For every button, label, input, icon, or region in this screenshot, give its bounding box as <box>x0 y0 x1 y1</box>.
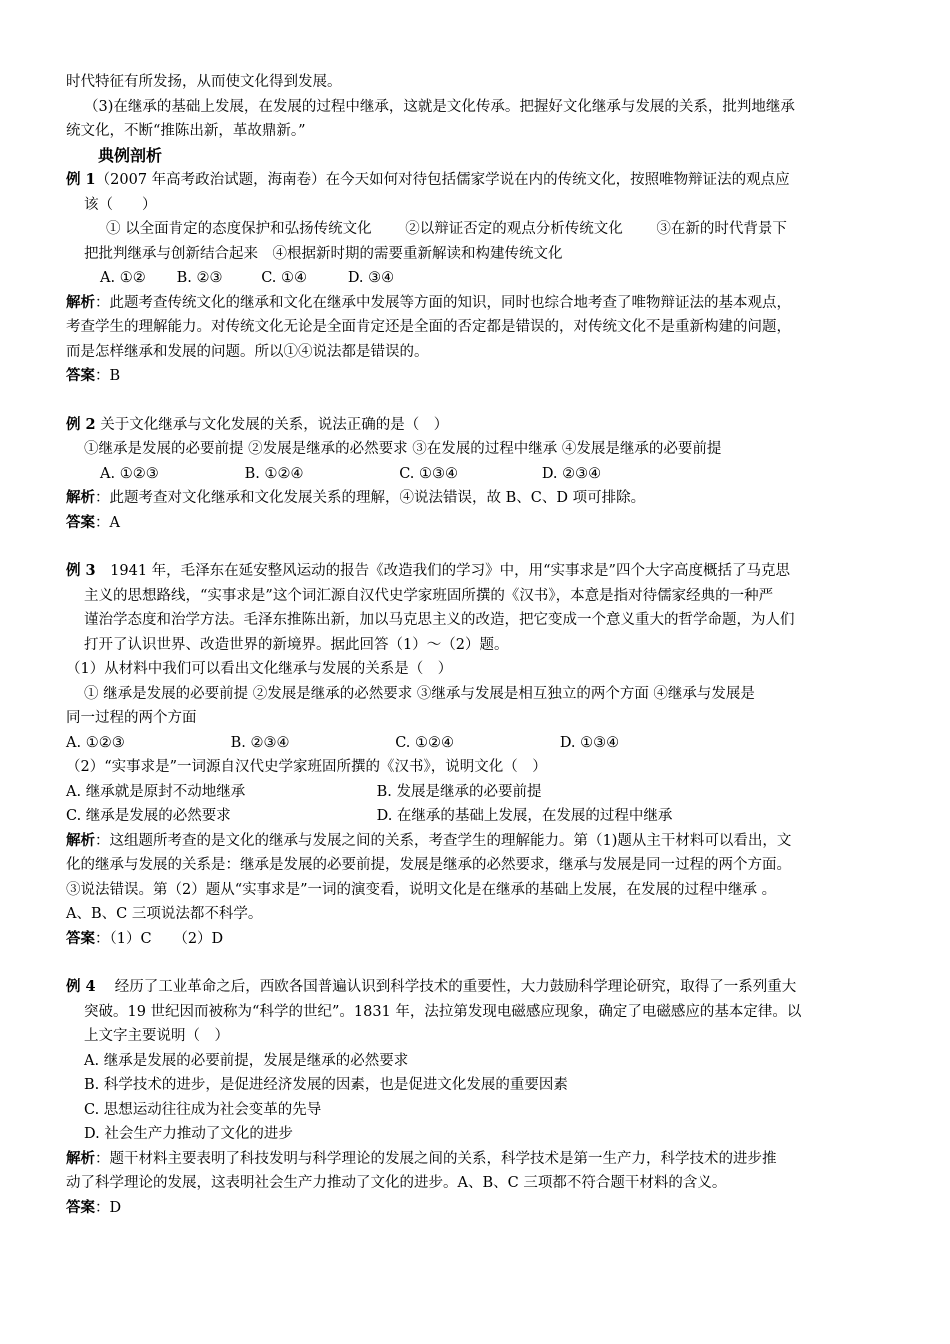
intro-line: （3)在继承的基础上发展，在发展的过程中继承，这就是文化传承。把握好文化继承与发展的关系，批判地继承 <box>84 98 795 115</box>
example-3-statements: 同一过程的两个方面 <box>66 710 197 726</box>
example-4-analysis: 动了科学理论的发展，这表明社会生产力推动了文化的进步。A、B、C 三项都不符合题干材料的含义。 <box>66 1175 727 1191</box>
example-3-question: 主义的思想路线，“实事求是”这个词汇源自汉代史学家班固所撰的《汉书》，本意是指对待儒家经典的一种严 <box>84 587 774 604</box>
section-title: 典例剖析 <box>98 145 163 165</box>
example-label: 例 2 <box>66 415 96 433</box>
example-4-question: 突破。19 世纪因而被称为“科学的世纪”。1831 年，法拉第发现电磁感应现象，确定了电磁感应的基本定律。以 <box>84 1003 802 1020</box>
example-3-analysis: 解析：这组题所考查的是文化的继承与发展之间的关系，考查学生的理解能力。第（1)题从主干材料可以看出，文 <box>66 831 792 849</box>
example-label: 例 1 <box>66 171 96 188</box>
option: B. 科学技术的进步，是促进经济发展的因素，也是促进文化发展的重要因素 <box>84 1077 568 1093</box>
example-1-options <box>66 266 886 291</box>
option: B. ②③④ <box>230 734 290 751</box>
example-4-answer: 答案：D <box>66 1198 122 1216</box>
option: A. 继承是发展的必要前提，发展是继承的必然要求 <box>84 1052 409 1069</box>
option: D. ③④ <box>347 270 395 286</box>
example-label: 例 3 <box>66 562 96 579</box>
example-1-analysis: 考查学生的理解能力。对传统文化无论是全面肯定还是全面的否定都是错误的，对传统文化不是重新构建的问题， <box>66 319 791 335</box>
example-4-question: 上文字主要说明（ ） <box>84 1028 229 1044</box>
example-2-options <box>66 462 886 487</box>
example-3-question: 谨治学态度和治学方法。毛泽东推陈出新，加以马克思主义的改造，把它变成一个意义重大的哲学命题，为人们 <box>84 612 795 628</box>
example-1-analysis: 解析：此题考查传统文化的继承和文化在继承中发展等方面的知识，同时也综合地考查了唯物辩证法的基本观点， <box>66 293 791 311</box>
option: A. ①②③ <box>100 465 159 482</box>
option: A. ①②③ <box>66 734 125 751</box>
example-3-subquestion-2: （2）“实事求是”一词源自汉代史学家班固所撰的《汉书》，说明文化（ ） <box>66 759 547 775</box>
example-3-statements: ① 继承是发展的必要前提 ②发展是继承的必然要求 ③继承与发展是相互独立的两个方面 ④继承与发展是 <box>84 685 755 702</box>
option: B. ①②④ <box>244 465 304 482</box>
example-2-analysis: 解析：此题考查对文化继承和文化发展关系的理解，④说法错误，故 B、C、D 项可排除。 <box>66 489 646 506</box>
intro-line: 统文化，不断“推陈出新，革故鼎新。” <box>66 123 306 139</box>
example-2-question: 例 2 关于文化继承与文化发展的关系，说法正确的是（ ） <box>66 415 449 433</box>
example-1-answer: 答案：B <box>66 367 121 384</box>
example-3-answer: 答案：（1）C （2）D <box>66 929 224 947</box>
example-1-statements: 把批判继承与创新结合起来 ④根据新时期的需要重新解读和构建传统文化 <box>84 245 563 262</box>
option: C. ①②④ <box>395 734 455 751</box>
example-3-analysis: 化的继承与发展的关系是：继承是发展的必要前提，发展是继承的必然要求，继承与发展是同一过程的两个方面。 <box>66 857 791 873</box>
example-2-statements: ①继承是发展的必要前提 ②发展是继承的必然要求 ③在发展的过程中继承 ④发展是继承的必要前提 <box>84 441 722 457</box>
option: D. ①③④ <box>559 734 620 751</box>
example-3-options <box>66 804 886 829</box>
example-3-options <box>66 780 886 805</box>
example-label: 例 4 <box>66 978 96 995</box>
example-2-answer: 答案：A <box>66 513 120 531</box>
example-1-question: 例 1（2007 年高考政治试题，海南卷）在今天如何对待包括儒家学说在内的传统文化，按照唯物辩证法的观点应 <box>66 171 790 188</box>
option: C. 思想运动往往成为社会变革的先导 <box>84 1101 322 1118</box>
option: D. 在继承的基础上发展，在发展的过程中继承 <box>376 808 673 824</box>
example-3-question: 例 3 1941 年，毛泽东在延安整风运动的报告《改造我们的学习》中，用“实事求是”四个大字高度概括了马克思 <box>66 562 790 579</box>
example-3-analysis: A、B、C 三项说法都不科学。 <box>66 906 263 922</box>
example-1-question: 该（ ） <box>84 196 157 213</box>
example-3-question: 打开了认识世界、改造世界的新境界。据此回答（1）～（2）题。 <box>84 636 509 653</box>
option: D. 社会生产力推动了文化的进步 <box>84 1126 293 1142</box>
option: C. 继承是发展的必然要求 <box>66 808 231 824</box>
option: B. 发展是继承的必要前提 <box>376 783 542 800</box>
option: A. ①② <box>100 270 146 286</box>
example-3-subquestion-1: （1）从材料中我们可以看出文化继承与发展的关系是（ ） <box>66 661 453 677</box>
option: A. 继承就是原封不动地继承 <box>66 783 246 800</box>
option: C. ①③④ <box>399 465 459 482</box>
option: D. ②③④ <box>541 465 602 482</box>
option: B. ②③ <box>176 270 223 286</box>
example-4-analysis: 解析：题干材料主要表明了科技发明与科学理论的发展之间的关系，科学技术是第一生产力，科学技术的进步推 <box>66 1149 777 1167</box>
option: C. ①④ <box>261 270 308 286</box>
example-3-analysis: ③说法错误。第（2）题从“实事求是”一词的演变看，说明文化是在继承的基础上发展，在发展的过程中继承 。 <box>66 881 777 898</box>
intro-line: 时代特征有所发扬，从而使文化得到发展。 <box>66 74 342 90</box>
example-1-statements: ① 以全面肯定的态度保护和弘扬传统文化 ②以辩证否定的观点分析传统文化 ③在新的时代背景下 <box>106 221 787 237</box>
example-3-options <box>66 731 886 756</box>
example-4-question: 例 4 经历了工业革命之后，西欧各国普遍认识到科学技术的重要性，大力鼓励科学理论研究，取得了一系列重大 <box>66 978 797 995</box>
example-1-analysis: 而是怎样继承和发展的问题。所以①④说法都是错误的。 <box>66 343 429 360</box>
document-page <box>66 70 886 1220</box>
